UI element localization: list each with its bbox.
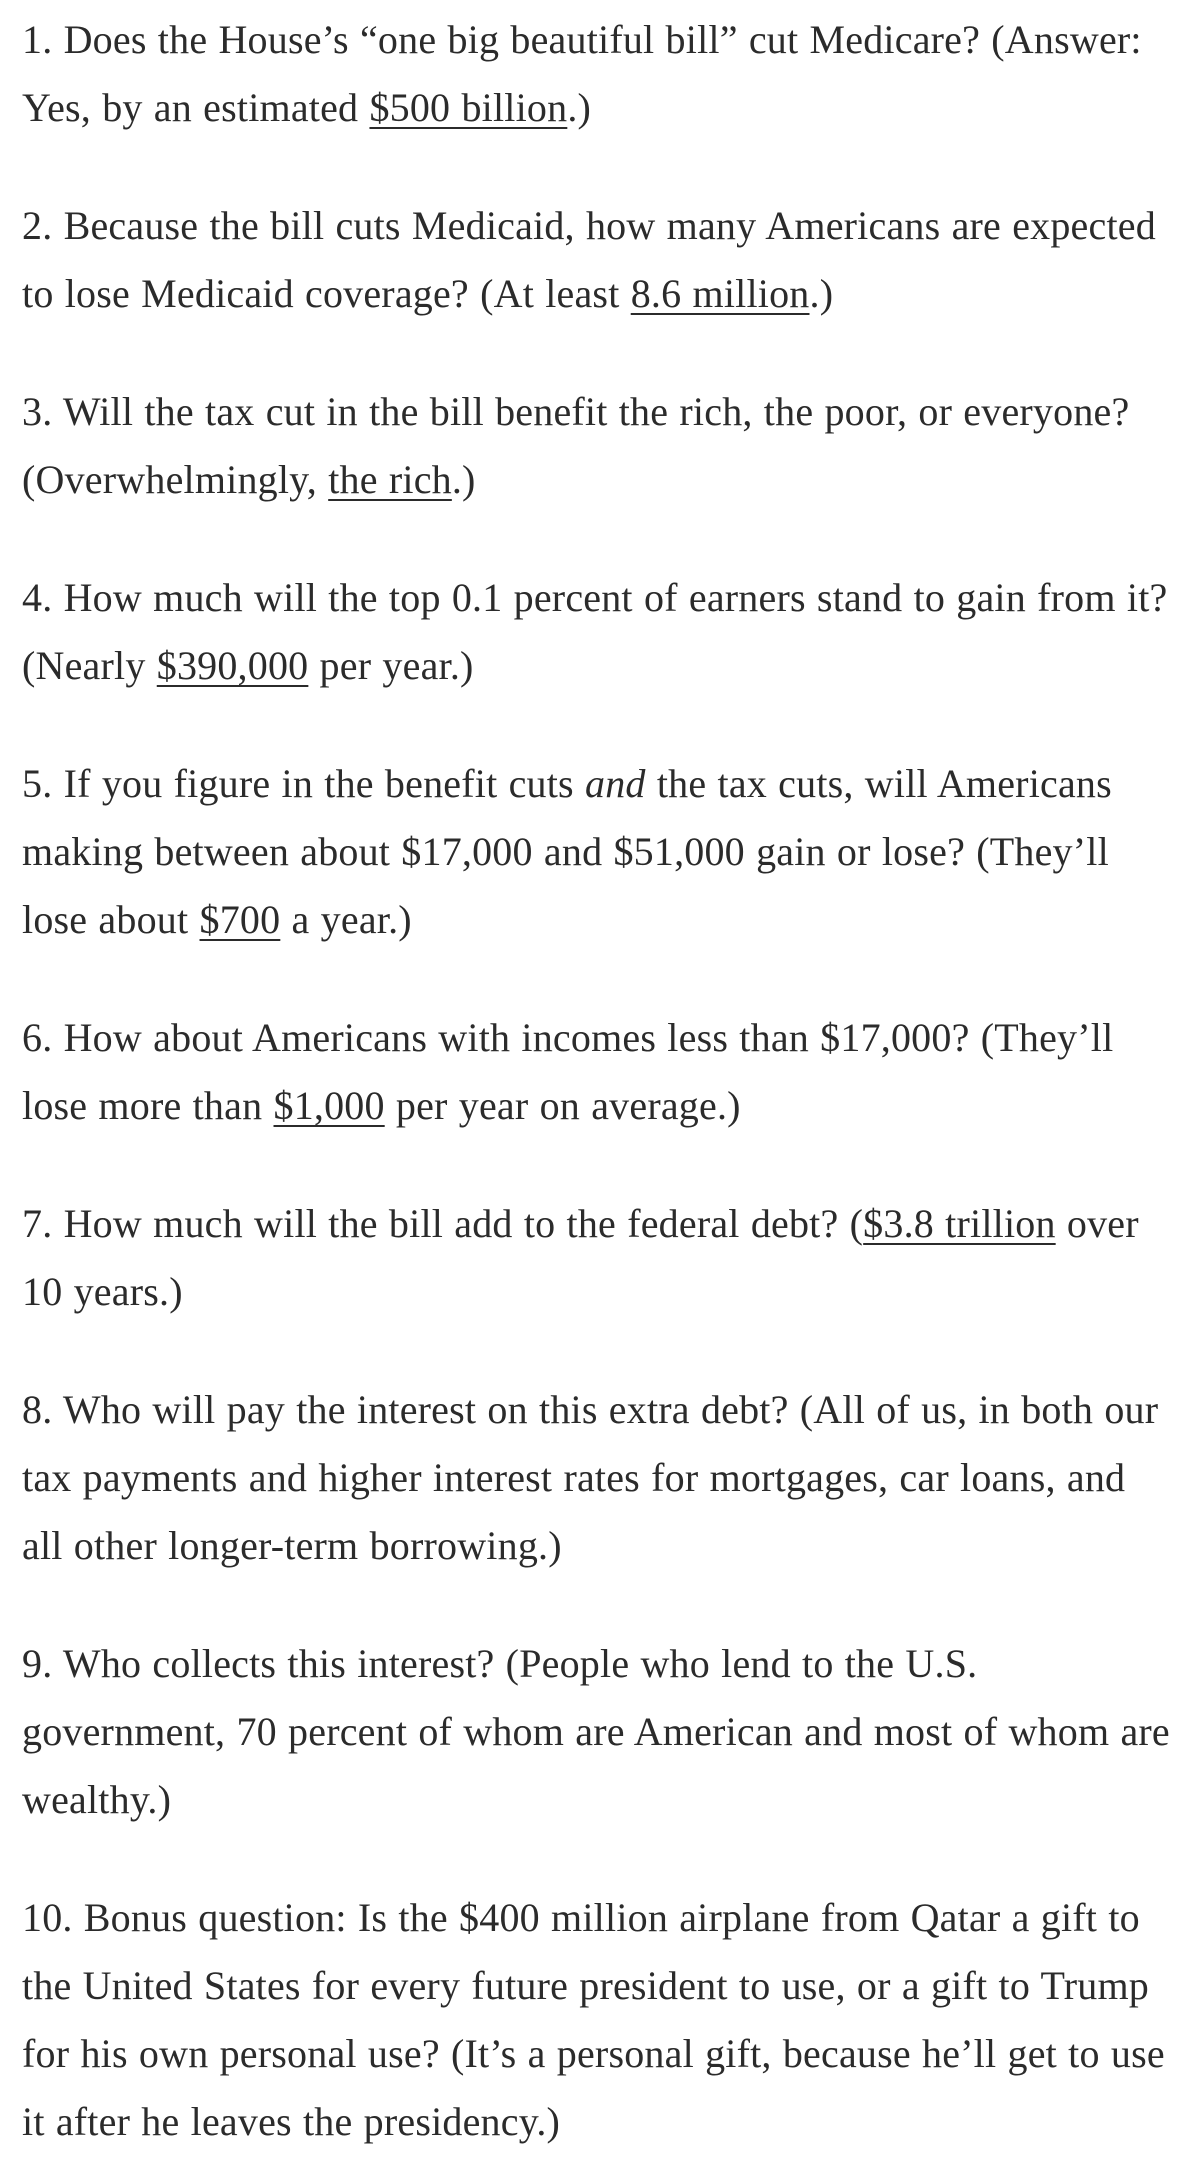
question-2-text: 2. Because the bill cuts Medicaid, how many Americans are expected to lose Medicaid coverage? (At least: [22, 203, 1156, 316]
question-3-link[interactable]: the rich: [328, 457, 452, 502]
question-5: [22, 750, 1174, 954]
question-3-text: 3. Will the tax cut in the bill benefit the rich, the poor, or everyone? (Overwhelmingly,: [22, 389, 1130, 502]
question-7-link[interactable]: $3.8 trillion: [863, 1201, 1056, 1246]
question-3: [22, 378, 1174, 514]
question-1-close: .): [567, 85, 592, 130]
question-9: 9. Who collects this interest? (People who lend to the U.S. government, 70 percent of whom are American and most of whom are wealthy.): [22, 1641, 1170, 1822]
question-6-text: 6. How about Americans with incomes less than $17,000? (They’ll lose more than: [22, 1015, 1114, 1128]
question-5-text-end: the tax cuts, will Americans making between about $17,000 and $51,000 gain or lose? (They’ll lose about: [22, 761, 1112, 942]
question-5-close: a year.): [280, 897, 412, 942]
question-5-text-start: 5. If you figure in the benefit cuts: [22, 761, 586, 806]
question-2-link[interactable]: 8.6 million: [630, 271, 810, 316]
question-7: [22, 1190, 1174, 1326]
question-6-link[interactable]: $1,000: [273, 1083, 385, 1128]
question-7-text: 7. How much will the bill add to the federal debt? (: [22, 1201, 864, 1246]
question-6: [22, 1004, 1174, 1140]
question-8: 8. Who will pay the interest on this extra debt? (All of us, in both our tax payments and higher interest rates for mortgages, car loans, and all other longer-term borrowing.): [22, 1387, 1159, 1568]
question-3-close: .): [451, 457, 476, 502]
question-10: 10. Bonus question: Is the $400 million airplane from Qatar a gift to the United States for every future president to use, or a gift to Trump for his own personal use? (It’s a personal gift, because he’ll get to use it after he leaves the presidency.): [22, 1895, 1165, 2144]
question-4-text: 4. How much will the top 0.1 percent of earners stand to gain from it? (Nearly: [22, 575, 1168, 688]
question-4-close: per year.): [308, 643, 474, 688]
question-1-text: 1. Does the House’s “one big beautiful bill” cut Medicare? (Answer: Yes, by an estimated: [22, 17, 1142, 130]
question-1-link[interactable]: $500 billion: [369, 85, 568, 130]
question-7-close: over 10 years.): [22, 1201, 1139, 1314]
question-5-emphasis: and: [585, 761, 646, 806]
question-4-link[interactable]: $390,000: [156, 643, 309, 688]
question-5-link[interactable]: $700: [199, 897, 281, 942]
question-1: [22, 0, 1174, 142]
question-6-close: per year on average.): [384, 1083, 741, 1128]
question-2-close: .): [809, 271, 834, 316]
question-4: [22, 564, 1174, 700]
question-2: [22, 192, 1174, 328]
